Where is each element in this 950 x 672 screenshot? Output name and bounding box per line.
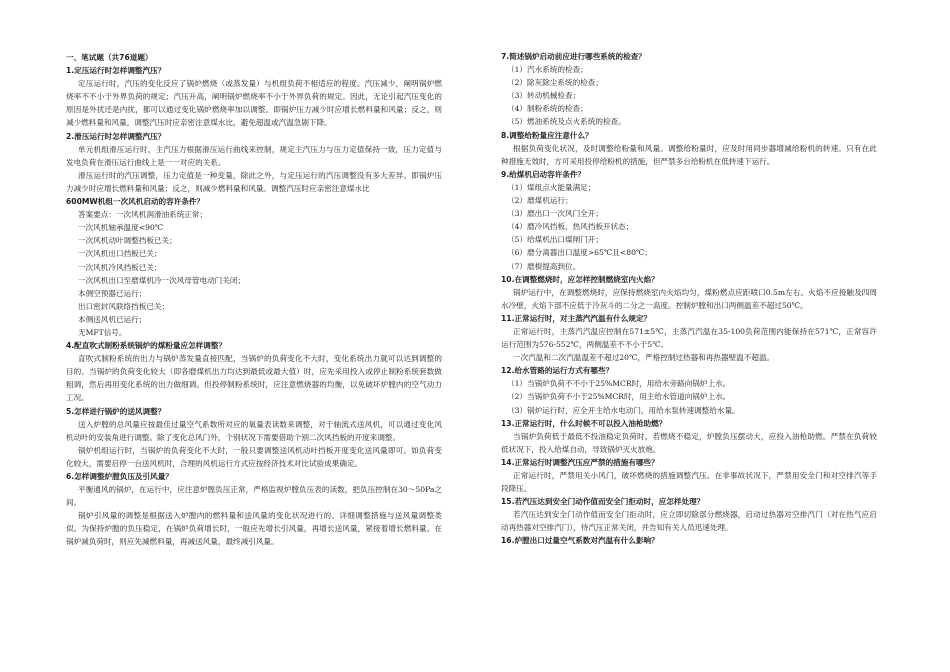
- list-item: （4）磨冷风挡板、热风挡板开状态；: [507, 222, 634, 232]
- paragraph: 一次风机出口挡板已关；: [78, 249, 162, 259]
- question-heading: 9.给煤机启动容许条件？: [501, 169, 586, 179]
- paragraph: 单元机组滑压运行时，主汽压力根据滑压运行曲线来控制，规定主汽压力与压力定值保持一致，压力定值与发电负荷在滑压运行曲线上是一一对应的关系。: [66, 144, 442, 167]
- list-item: （1）汽水系统的检查；: [507, 65, 588, 75]
- paragraph: 一次风机冷风挡板已关；: [78, 262, 162, 272]
- question-heading: 1.定压运行时怎样调整汽压？: [66, 66, 166, 76]
- list-item: （5）燃油系统及点火系统的检查。: [507, 117, 626, 127]
- paragraph: 无MFT信号。: [78, 327, 127, 337]
- question-heading: 8.调整给粉量应注意什么？: [501, 130, 593, 140]
- list-item: （7）磨棍提高到位。: [507, 261, 581, 271]
- paragraph: 正常运行时，主蒸汽汽温应控制在571±5℃，主蒸汽汽温在35-100负荷范围内能保持在571℃，正常容许运行范围为576-552℃，两侧温差不不小于5℃。: [501, 326, 877, 350]
- question-heading: 16.炉膛出口过量空气系数对汽温有什么影响？: [501, 536, 659, 546]
- list-item: （4）制粉系统的检查；: [507, 104, 588, 114]
- question-heading: 2.滑压运行时怎样调整汽压？: [66, 131, 166, 141]
- question-heading: 600MW机组一次风机启动的容许条件？: [66, 197, 205, 207]
- list-item: （3）锅炉运行时，应全开主给水电动门，用给水泵转速调整给水量。: [507, 405, 740, 415]
- list-item: （3）磨出口一次风门全开；: [507, 209, 603, 219]
- question-heading: 4.配直吹式制粉系统锅炉的煤粉量应怎样调整？: [66, 341, 227, 351]
- paragraph: 滑压运行时的汽压调整，压力定值是一种变量，除此之外，与定压运行的汽压调整没有多大差异。即锅炉压力减少时应增长燃料量和风量；反之，则减少燃料量和风量。调整汽压时应亲密注意煤水比: [66, 170, 442, 193]
- paragraph: 锅炉引风量的调整是根据送入炉膛内的燃料量和送风量的变化状况进行的。详细调整措施与送风量调整类似。为保持炉膛的负压稳定，在锅炉负荷增长时，一般应先增长引风量，再增长送风量，紧接着增长燃料量。在锅炉减负荷时，则应先减燃料量，再减送风量，最终减引风量。: [66, 511, 442, 547]
- section-heading: 一、笔试题（共76道题）: [66, 53, 153, 62]
- list-item: （3）转动机械检查；: [507, 91, 581, 101]
- paragraph: 定压运行时，汽压的变化反应了锅炉燃烧（或蒸发量）与机组负荷不相适应的程度。汽压减少，阐明锅炉燃烧率不不小于外界负荷的规定；汽压升高，阐明锅炉燃烧率不小于外界负荷的规定。因此，无论引起汽压变化的原因是外扰还是内扰，都可以通过变化锅炉燃烧率加以调整。即锅炉压力减少时应增长燃料量和风量；反之，则减少燃料量和风量，调整汽压时应亲密注意煤水比，避免超温或汽温急剧下降。: [66, 79, 442, 128]
- right-column: [501, 50, 877, 548]
- paragraph: 平衡通风的锅炉，在运行中，应注意炉膛负压正常，严格监视炉膛负压表的读数，把负压控制在30～50Pa之间。: [66, 485, 442, 508]
- list-item: （2）当锅炉负荷不小于25%MCR时，用主给水管道向锅炉上水。: [507, 392, 731, 402]
- paragraph: 一次风机出口至磨煤机冷一次风母管电动门关闭；: [78, 275, 246, 285]
- paragraph: 锅炉机组运行时，当锅炉的负荷变化不大时，一般只要调整送风机动叶挡板开度变化送风量即可。如负荷变化较大，需要启停一台送风机时，合理的风机运行方式应按经济技术对比试验成果确定。: [66, 445, 442, 468]
- paragraph: 一次汽温和二次汽温温差不超过20℃，严格控制过热器和再热器壁温不超温。: [513, 353, 775, 363]
- list-item: （1）当锅炉负荷不不小于25%MCR时，用给水旁路向锅炉上水。: [507, 379, 731, 389]
- question-heading: 12.给水管路的运行方式有哪些？: [501, 366, 614, 376]
- question-heading: 10.在调整燃烧时，应怎样控制燃烧室内火焰？: [501, 274, 659, 284]
- paragraph: 正常运行时，严禁用关小风门，破坏燃烧的措施调整汽压。在非事故状况下，严禁用安全门和对空排汽等手段降压。: [501, 471, 877, 494]
- paragraph: 当锅炉负荷低于最低不投油稳定负荷时，若燃烧不稳定，炉膛负压摆动大，应投入油枪助燃。严禁在负荷较低状况下，投入给煤自动，导致锅炉灭火放炮。: [501, 431, 877, 454]
- paragraph: 若汽压达到安全门动作值而安全门拒动时，应立即切除部分燃烧器，启动过热器对空排汽门（对在热气应启动再热器对空排汽门），待汽压正常关闭，并告知有关人员迅速处理。: [501, 510, 877, 533]
- question-heading: 15.若汽压达到安全门动作值而安全门拒动时，应怎样处理？: [501, 497, 705, 507]
- paragraph: 锅炉运行中，在调整燃烧时，应保持燃烧室内火焰均匀，煤粉燃点应距喷口0.5m左右。火焰不应接触及四周水冷壁，火焰下部不应低于冷灰斗的二分之一高度。控制炉膛和出口两侧温差不超过50℃。: [501, 287, 877, 310]
- list-item: （2）除灰除尘系统的检查；: [507, 78, 603, 88]
- paragraph: 直吹式制粉系统的出力与锅炉蒸发量直接匹配，当锅炉的负荷变化不大时，变化系统出力就可以达到调整的目的。当锅炉的负荷变化较大（即各磨煤机出力均达到最低或最大值）时，应先采用投入或停止制粉系统套数做粗调，然后再用变化系统的出力做细调。但投停制粉系统时，应注意燃烧器的均衡，以免破坏炉膛内的空气动力工况。: [66, 354, 442, 403]
- question-heading: 6.怎样调整炉膛负压及引风量？: [66, 472, 173, 481]
- question-heading: 11.正常运行时，对主蒸汽汽温有什么规定？: [501, 313, 652, 323]
- question-heading: 14.正常运行时调整汽压应严禁的措施有哪些？: [501, 457, 659, 467]
- paragraph: 一次风机轴承温度<90℃: [78, 223, 164, 233]
- list-item: （5）给煤机出口煤闸门开；: [507, 235, 603, 245]
- list-item: （6）磨分离器出口温度>65℃且<80℃；: [507, 248, 652, 258]
- left-column: [66, 50, 442, 549]
- question-heading: 13.正常运行时，什么时候不可以投入油枪助燃？: [501, 418, 667, 428]
- paragraph: 答案要点：一次风机润滑油系统正常；: [78, 210, 208, 220]
- question-heading: 5.怎样进行锅炉的送风调整？: [66, 406, 166, 416]
- paragraph: 送入炉膛的总风量应按最佳过量空气系数所对应的氧量表读数来调整，对于轴流式送风机，可以通过变化风机动叶的安装角进行调整。除了变化总风门外，个别状况下需要借助个别二次风挡板的开度来调整。: [66, 419, 442, 442]
- question-heading: 7.简述锅炉启动前应进行哪些系统的检查？: [501, 52, 646, 61]
- paragraph: 一次风机动叶调整挡板已关；: [78, 236, 177, 246]
- list-item: （2）磨煤机运行；: [507, 196, 573, 206]
- list-item: （1）煤组点火能量满足；: [507, 182, 596, 192]
- paragraph: 本侧送风机已运行；: [78, 314, 147, 324]
- paragraph: 出口密封风联络挡板已关；: [78, 301, 170, 311]
- paragraph: 根据负荷变化状况，及时调整给粉量和风量。调整给粉量时，应及时用同步器增减给粉机的转速。只有在此种措施无效时，方可采用投停给粉机的措施，但严禁多台给粉机在低转速下运行。: [501, 143, 877, 166]
- paragraph: 本侧空预器已运行；: [78, 288, 147, 298]
